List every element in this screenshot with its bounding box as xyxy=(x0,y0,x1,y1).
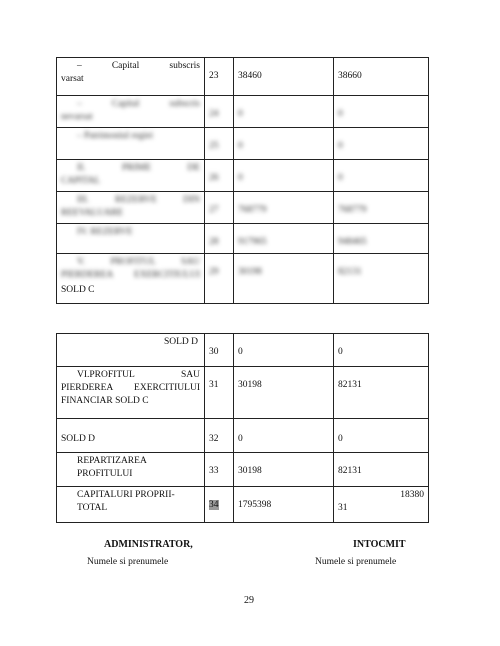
selected-code-highlight: 34 xyxy=(209,500,219,510)
row-value-1: 38460 xyxy=(234,58,334,96)
row-label: REPARTIZAREA PROFITULUI xyxy=(57,453,205,487)
balance-table-bottom xyxy=(56,333,429,523)
table-row xyxy=(57,58,429,96)
row-value-1: 768779 xyxy=(234,192,334,224)
balance-table-top xyxy=(56,57,429,304)
row-label: II. PRIME DE CAPITAL xyxy=(57,160,205,192)
row-code: 32 xyxy=(205,419,234,453)
row-label: SOLD D xyxy=(57,334,205,367)
row-value-1: 0 xyxy=(234,96,334,128)
row-code: 23 xyxy=(205,58,234,96)
row-label: CAPITALURI PROPRII-TOTAL xyxy=(57,487,205,523)
table-row xyxy=(57,254,429,304)
table-row xyxy=(57,128,429,160)
row-code xyxy=(205,487,234,523)
row-value-2: 768779 xyxy=(334,192,429,224)
row-code: 26 xyxy=(205,160,234,192)
row-label: – Capital subscris nevarsat xyxy=(57,96,205,128)
table-row xyxy=(57,160,429,192)
administrator-heading: ADMINISTRATOR, xyxy=(104,539,193,550)
intocmit-heading: INTOCMIT xyxy=(353,539,406,550)
row-value-1: 30198 xyxy=(234,453,334,487)
intocmit-name-label: Numele si prenumele xyxy=(315,557,397,567)
row-value-2: 82131 xyxy=(334,254,429,304)
row-value-2: 0 xyxy=(334,160,429,192)
page-number: 29 xyxy=(244,595,254,606)
row-value-2: 948465 xyxy=(334,224,429,254)
row-code: 27 xyxy=(205,192,234,224)
row-label: – Capital subscris varsat xyxy=(57,58,205,96)
row-code: 28 xyxy=(205,224,234,254)
row-code: 24 xyxy=(205,96,234,128)
row-value-1: 30198 xyxy=(234,367,334,419)
row-value-2: 0 xyxy=(334,419,429,453)
row-value-1: 917965 xyxy=(234,224,334,254)
row-value-1: 0 xyxy=(234,160,334,192)
row-code: 33 xyxy=(205,453,234,487)
administrator-name-label: Numele si prenumele xyxy=(87,557,169,567)
table-row xyxy=(57,224,429,254)
table-row xyxy=(57,192,429,224)
table-row xyxy=(57,96,429,128)
table-row xyxy=(57,334,429,367)
row-value-2: 82131 xyxy=(334,453,429,487)
row-label: V. PROFITUL SAU PIERDEREA EXERCITIULUI SOLD C xyxy=(57,254,205,304)
table-row xyxy=(57,453,429,487)
row-value-2: 0 xyxy=(334,334,429,367)
row-value-1: 0 xyxy=(234,334,334,367)
row-label: VI.PROFITUL SAU PIERDEREA EXERCITIULUI FINANCIAR SOLD C xyxy=(57,367,205,419)
row-code: 30 xyxy=(205,334,234,367)
row-value-2: 0 xyxy=(334,96,429,128)
row-code: 31 xyxy=(205,367,234,419)
table-row xyxy=(57,367,429,419)
row-code: 29 xyxy=(205,254,234,304)
row-value-1: 0 xyxy=(234,419,334,453)
row-code: 25 xyxy=(205,128,234,160)
table-row xyxy=(57,419,429,453)
row-label: SOLD D xyxy=(57,419,205,453)
row-value-2: 82131 xyxy=(334,367,429,419)
row-label: III. REZERVE DIN REEVALUARE xyxy=(57,192,205,224)
sold-c-label: SOLD C xyxy=(61,285,95,295)
table-row xyxy=(57,487,429,523)
row-label: – Patrimoniul regiei xyxy=(57,128,205,160)
row-label: IV. REZERVE xyxy=(57,224,205,254)
row-value-1: 0 xyxy=(234,128,334,160)
row-value-2: 0 xyxy=(334,128,429,160)
row-value-2: 38660 xyxy=(334,58,429,96)
row-value-1: 1795398 xyxy=(234,487,334,523)
row-value-2: 18380 31 xyxy=(334,487,429,523)
row-value-1: 30198 xyxy=(234,254,334,304)
